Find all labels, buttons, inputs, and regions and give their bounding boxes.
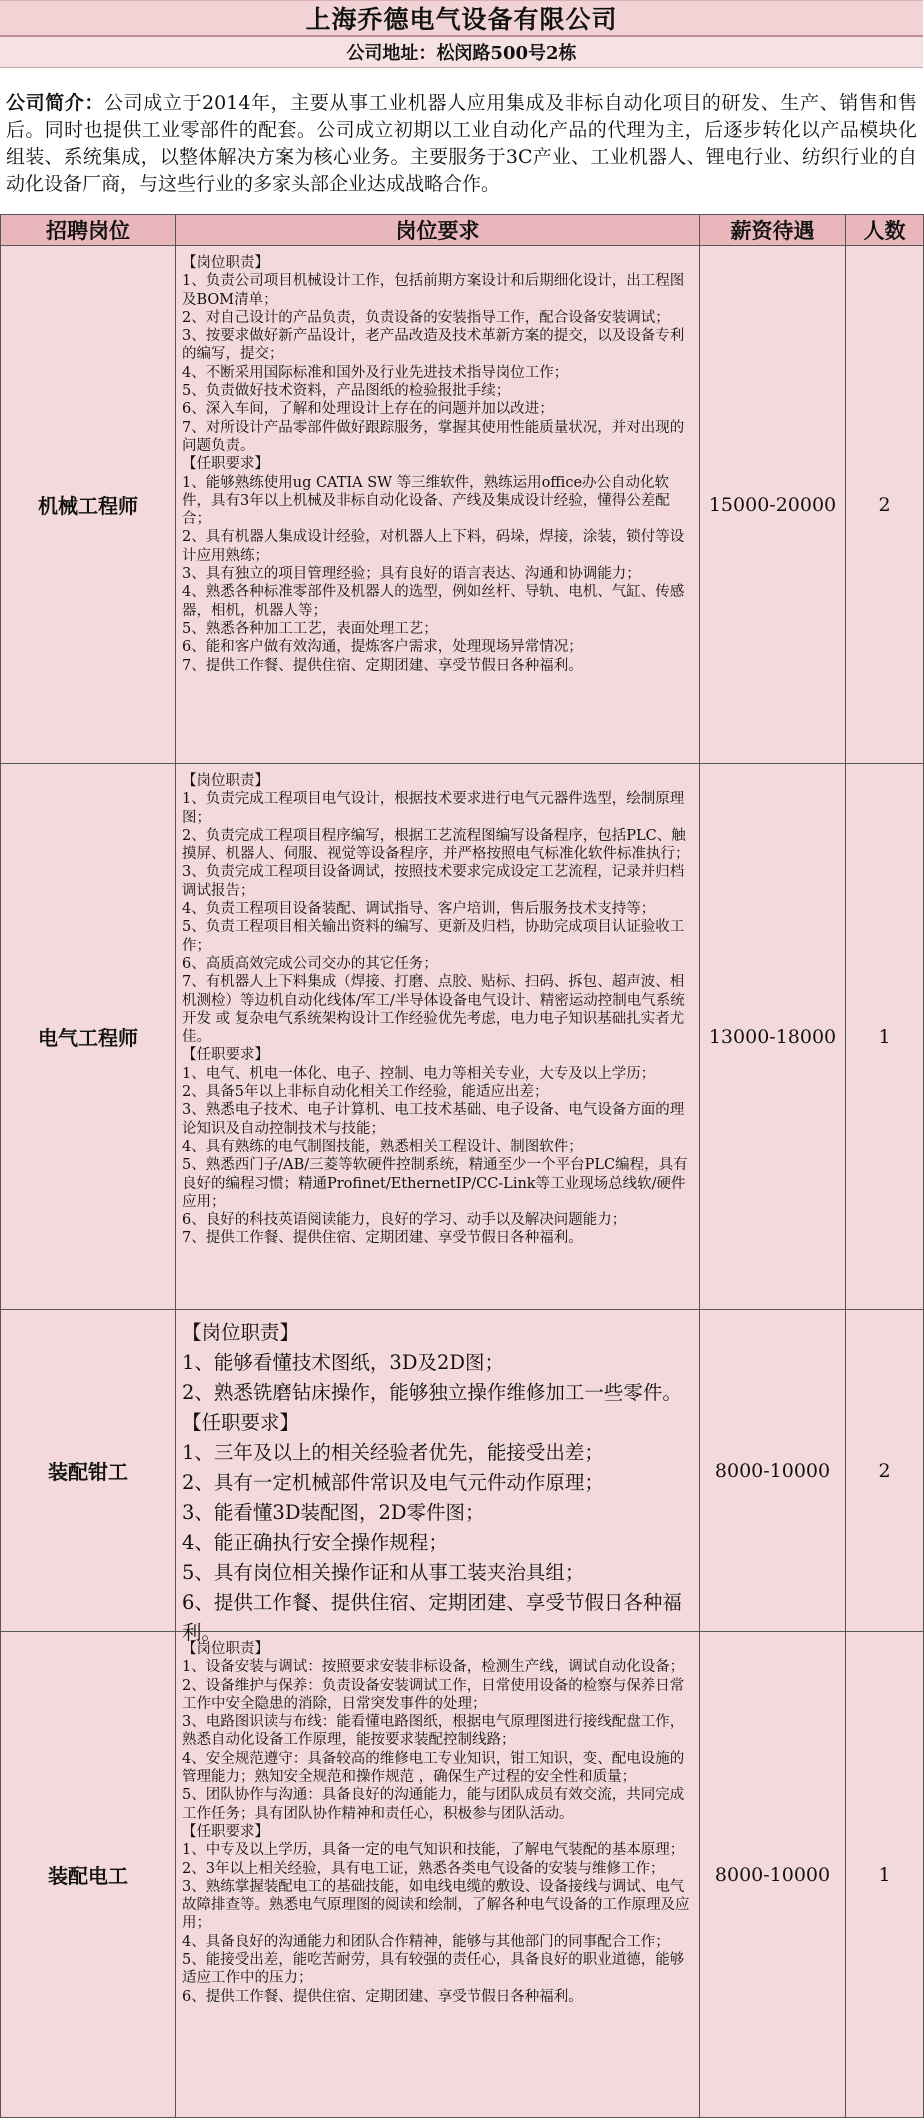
- job-salary: 15000-20000: [700, 246, 846, 764]
- company-name: 上海乔德电气设备有限公司: [305, 5, 618, 34]
- requirements-list: [182, 1318, 691, 1644]
- requirement-line: 6、能和客户做有效沟通，提炼客户需求，处理现场异常情况；: [182, 639, 583, 656]
- requirement-line: 4、能正确执行安全操作规程；: [182, 1531, 448, 1554]
- job-count: 2: [846, 246, 924, 764]
- requirement-line: 【岗位职责】: [182, 255, 269, 271]
- job-position: 机械工程师: [1, 246, 176, 764]
- job-requirements: [176, 246, 700, 764]
- requirement-line: 4、具有熟练的电气制图技能，熟悉相关工程设计、制图软件；: [182, 1138, 583, 1155]
- requirement-line: 5、负责工程项目相关输出资料的编写、更新及归档，协助完成项目认证验收工作；: [182, 919, 685, 954]
- requirement-line: 【任职要求】: [182, 1047, 269, 1064]
- requirement-line: 1、负责完成工程项目电气设计，根据技术要求进行电气元器件选型，绘制原理图；: [182, 791, 685, 826]
- job-salary: 8000-10000: [700, 1310, 846, 1632]
- job-count: 1: [846, 764, 924, 1310]
- requirement-line: 2、负责完成工程项目程序编写，根据工艺流程图编写设备程序，包括PLC、触摸屏、机器人、伺服、视觉等设备程序，并严格按照电气标准化软件标准执行；: [182, 827, 690, 863]
- requirement-line: 【岗位职责】: [182, 1321, 300, 1344]
- requirement-line: 4、具备良好的沟通能力和团队合作精神，能够与其他部门的同事配合工作；: [182, 1933, 670, 1950]
- requirement-line: 3、熟练掌握装配电工的基础技能，如电线电缆的敷设、设备接线与调试、电气故障排查等。熟悉电气原理图的阅读和绘制，了解各种电气设备的工作原理及应用；: [182, 1878, 690, 1932]
- requirement-line: 3、能看懂3D装配图，2D零件图；: [182, 1501, 485, 1524]
- requirement-line: 7、对所设计产品零部件做好跟踪服务，掌握其使用性能质量状况，并对出现的问题负责。: [182, 419, 685, 454]
- requirement-line: 4、不断采用国际标准和国外及行业先进技术指导岗位工作；: [182, 364, 569, 381]
- requirement-line: 3、负责完成工程项目设备调试，按照技术要求完成设定工艺流程，记录并归档调试报告；: [182, 864, 685, 899]
- company-intro: [0, 68, 923, 218]
- requirement-line: 6、良好的科技英语阅读能力，良好的学习、动手以及解决问题能力；: [182, 1212, 627, 1229]
- requirement-line: 2、具有一定机械部件常识及电气元件动作原理；: [182, 1471, 604, 1494]
- header-salary: 薪资待遇: [700, 215, 846, 246]
- requirement-line: 1、能够看懂技术图纸，3D及2D图；: [182, 1351, 504, 1374]
- job-requirements: [176, 1310, 700, 1644]
- requirement-line: 6、提供工作餐、提供住宿、定期团建、享受节假日各种福利。: [182, 1988, 583, 2005]
- requirement-line: 3、电路图识读与布线：能看懂电路图纸，根据电气原理图进行接线配盘工作，熟悉自动化设备工作原理，能按要求装配控制线路；: [182, 1714, 685, 1749]
- requirement-line: 1、能够熟练使用ug CATIA SW 等三维软件，熟练运用office办公自动化软件，具有3年以上机械及非标自动化设备、产线及集成设计经验，懂得公差配合；: [182, 474, 670, 528]
- requirement-line: 6、提供工作餐、提供住宿、定期团建、享受节假日各种福利。: [182, 1591, 682, 1644]
- requirement-line: 2、熟悉铣磨钻床操作，能够独立操作维修加工一些零件。: [182, 1381, 682, 1404]
- requirement-line: 5、团队协作与沟通：具备良好的沟通能力，能与团队成员有效交流，共同完成工作任务；具有团队协作精神和责任心，积极参与团队活动。: [182, 1787, 685, 1822]
- address-label: 公司地址：: [346, 43, 437, 64]
- intro-text: 公司成立于2014年，主要从事工业机器人应用集成及非标自动化项目的研发、生产、销售和售后。同时也提供工业零部件的配套。公司成立初期以工业自动化产品的代理为主，后逐步转化以产品模块化组装、系统集成，以整体解决方案为核心业务。主要服务于3C产业、工业机器人、锂电行业、纺织行业的自动化设备厂商，与这些行业的多家头部企业达成战略合作。: [6, 92, 917, 195]
- requirement-line: 4、安全规范遵守：具备较高的维修电工专业知识，钳工知识，变、配电设施的管理能力；熟知安全规范和操作规范 ，确保生产过程的安全性和质量；: [182, 1750, 685, 1786]
- address-value: 松闵路500号2栋: [436, 43, 577, 64]
- requirement-line: 2、具有机器人集成设计经验，对机器人上下料，码垛，焊接，涂装，锁付等设计应用熟练；: [182, 529, 685, 564]
- requirement-line: 【岗位职责】: [182, 1641, 269, 1657]
- job-requirements: [176, 1632, 700, 2118]
- requirement-line: 4、负责工程项目设备装配、调试指导、客户培训，售后服务技术支持等；: [182, 901, 656, 918]
- job-count: 2: [846, 1310, 924, 1632]
- requirement-line: 3、按要求做好新产品设计，老产品改造及技术革新方案的提交，以及设备专利的编写，提交；: [182, 328, 685, 363]
- requirement-line: 3、熟悉电子技术、电子计算机、电工技术基础、电子设备、电气设备方面的理论知识及自动控制技术与技能；: [182, 1102, 685, 1137]
- header-requirements: 岗位要求: [176, 215, 700, 246]
- table-row: [1, 1632, 924, 2118]
- requirement-line: 7、提供工作餐、提供住宿、定期团建、享受节假日各种福利。: [182, 657, 583, 674]
- requirement-line: 6、高质高效完成公司交办的其它任务；: [182, 955, 438, 972]
- company-name-banner: [0, 0, 923, 37]
- jobs-table: [0, 214, 924, 2118]
- requirement-line: 5、能接受出差，能吃苦耐劳，具有较强的责任心，具备良好的职业道德，能够适应工作中的压力；: [182, 1952, 685, 1987]
- header-position: 招聘岗位: [1, 215, 176, 246]
- requirement-line: 3、具有独立的项目管理经验；具有良好的语言表达、沟通和协调能力；: [182, 566, 641, 583]
- job-salary: 8000-10000: [700, 1632, 846, 2118]
- requirement-line: 7、有机器人上下料集成（焊接、打磨、点胶、贴标、扫码、拆包、超声波、相机测检）等边机自动化线体/军工/半导体设备电气设计、精密运动控制电气系统开发 或 复杂电气系统架构设计工作经验优先考虑，电力电子知识基础扎实者尤佳。: [182, 974, 685, 1046]
- requirement-line: 7、提供工作餐、提供住宿、定期团建、享受节假日各种福利。: [182, 1230, 583, 1247]
- job-position: 装配钳工: [1, 1310, 176, 1632]
- requirement-line: 2、设备维护与保养：负责设备安装调试工作，日常使用设备的检察与保养日常工作中安全隐患的消除，日常突发事件的处理；: [182, 1677, 685, 1712]
- requirement-line: 5、负责做好技术资料，产品图纸的检验报批手续；: [182, 383, 511, 400]
- job-count: 1: [846, 1632, 924, 2118]
- table-row: [1, 246, 924, 764]
- requirement-line: 5、具有岗位相关操作证和从事工装夹治具组；: [182, 1561, 585, 1584]
- table-row: [1, 1310, 924, 1632]
- requirement-line: 5、熟悉西门子/AB/三菱等软硬件控制系统，精通至少一个平台PLC编程，具有良好的编程习惯；精通Profinet/EthernetIP/CC-Link等工业现场总线软/硬件应用；: [182, 1157, 688, 1210]
- requirement-line: 6、深入车间，了解和处理设计上存在的问题并加以改进；: [182, 401, 554, 418]
- requirement-line: 【任职要求】: [182, 1411, 300, 1434]
- requirement-line: 1、三年及以上的相关经验者优先，能接受出差；: [182, 1441, 604, 1464]
- requirement-line: 2、具备5年以上非标自动化相关工作经验，能适应出差；: [182, 1084, 549, 1101]
- table-row: [1, 764, 924, 1310]
- requirement-line: 4、熟悉各种标准零部件及机器人的选型，例如丝杆、导轨、电机、气缸、传感器，相机，机器人等；: [182, 584, 685, 619]
- requirement-line: 5、熟悉各种加工工艺，表面处理工艺；: [182, 620, 438, 637]
- requirements-list: [182, 772, 691, 1304]
- requirement-line: 1、中专及以上学历，具备一定的电气知识和技能，了解电气装配的基本原理；: [182, 1842, 685, 1859]
- requirement-line: 【任职要求】: [182, 456, 269, 473]
- requirement-line: 2、3年以上相关经验，具有电工证，熟悉各类电气设备的安装与维修工作；: [182, 1860, 665, 1877]
- table-header-row: [1, 215, 924, 246]
- header-count: 人数: [846, 215, 924, 246]
- job-requirements: [176, 764, 700, 1310]
- requirement-line: 【岗位职责】: [182, 773, 269, 789]
- requirement-line: 2、对自己设计的产品负责，负责设备的安装指导工作，配合设备安装调试；: [182, 309, 670, 326]
- requirements-list: [182, 254, 691, 762]
- job-position: 装配电工: [1, 1632, 176, 2118]
- job-position: 电气工程师: [1, 764, 176, 1310]
- requirement-line: 1、电气、机电一体化、电子、控制、电力等相关专业，大专及以上学历；: [182, 1065, 656, 1082]
- requirement-line: 【任职要求】: [182, 1823, 269, 1840]
- requirements-list: [182, 1640, 691, 2116]
- requirement-line: 1、设备安装与调试：按照要求安装非标设备，检测生产线，调试自动化设备；: [182, 1659, 685, 1676]
- address-bar: [0, 37, 923, 68]
- job-salary: 13000-18000: [700, 764, 846, 1310]
- intro-label: 公司简介：: [6, 92, 105, 114]
- requirement-line: 1、负责公司项目机械设计工作，包括前期方案设计和后期细化设计，出工程图及BOM清单；: [182, 273, 685, 308]
